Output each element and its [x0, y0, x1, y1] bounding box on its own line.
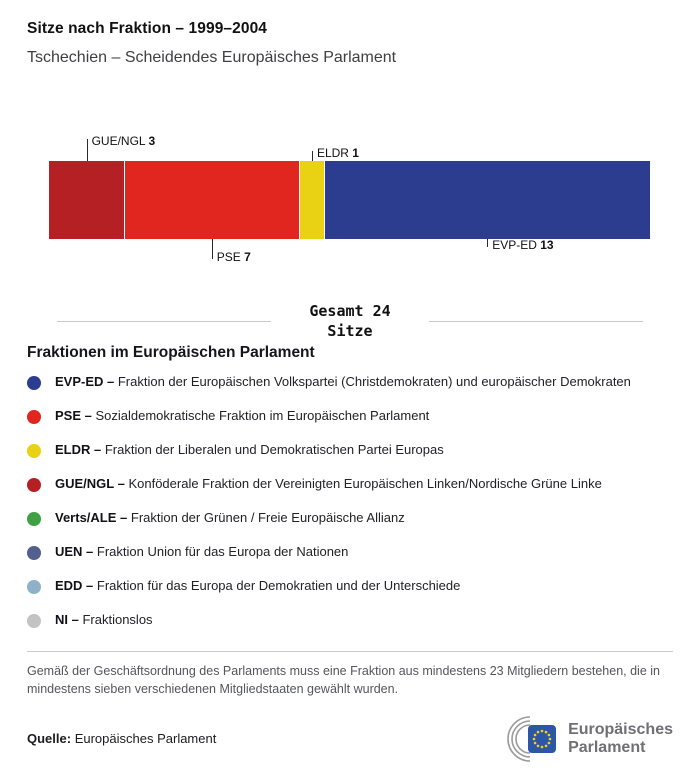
legend-item-abbr: EVP-ED – [55, 374, 118, 390]
legend-dot-edd [27, 580, 41, 594]
bar-segment-evp-ed [324, 161, 650, 239]
bar-callout-evp-ed [487, 238, 554, 252]
bar-label-value: 13 [540, 238, 554, 252]
legend-item-verts-ale [27, 502, 673, 536]
bar-label-value: 7 [244, 250, 251, 264]
legend-item-label [55, 578, 460, 594]
legend-dot-ni [27, 614, 41, 628]
bar-segment-pse [124, 161, 299, 239]
legend-item-abbr: Verts/ALE – [55, 510, 131, 526]
page-title: Sitze nach Fraktion – 1999–2004 [27, 20, 268, 37]
legend-dot-evp-ed [27, 376, 41, 390]
bar-label-value: 1 [352, 146, 359, 160]
legend-item-eldr [27, 434, 673, 468]
total-seats-row [57, 301, 643, 342]
legend-item-abbr: UEN – [55, 544, 97, 560]
legend-item-desc: Fraktionslos [82, 612, 153, 628]
bar-label-name: GUE/NGL [91, 134, 149, 148]
legend-item-gue-ngl [27, 468, 673, 502]
source-label: Quelle: [27, 731, 72, 747]
legend-item-label [55, 374, 631, 390]
legend-item-desc: Fraktion der Europäischen Volkspartei (Christdemokraten) und europäischer Demokraten [117, 374, 631, 390]
bar-label-name: PSE [216, 250, 245, 264]
logo-text-line2: Parlament [568, 738, 646, 756]
total-seats-line2: Sitze [327, 322, 373, 341]
legend-dot-uen [27, 546, 41, 560]
source-line [27, 731, 216, 746]
logo-text [568, 721, 673, 756]
legend-item-evp-ed [27, 366, 673, 400]
legend-item-ni [27, 604, 673, 638]
bar-label-name: ELDR [316, 146, 353, 160]
bottom-row [27, 715, 673, 763]
bar-label-eldr [317, 146, 359, 160]
legend-dot-pse [27, 410, 41, 424]
legend-item-abbr: ELDR – [55, 442, 105, 458]
legend-item-label [55, 476, 602, 492]
legend-dot-eldr [27, 444, 41, 458]
bar-label-value: 3 [148, 134, 156, 148]
bar-label-pse [217, 250, 251, 264]
legend-item-edd [27, 570, 673, 604]
legend-item-desc: Konföderale Fraktion der Vereinigten Europäischen Linken/Nordische Grüne Linke [128, 476, 602, 492]
bar-segment-gue-ngl [49, 161, 124, 239]
legend-item-pse [27, 400, 673, 434]
legend-heading: Fraktionen im Europäischen Parlament [27, 343, 315, 361]
legend-item-label [55, 612, 153, 628]
total-seats-line1: Gesamt 24 [309, 302, 391, 320]
logo-text-line1: Europäisches [568, 721, 673, 739]
legend-item-abbr: GUE/NGL – [55, 476, 129, 492]
legend-item-label [55, 544, 348, 560]
seat-chart [49, 134, 650, 264]
legend-item-label [55, 510, 405, 526]
eu-flag-icon [487, 715, 559, 763]
total-seats-label [271, 301, 428, 342]
legend-item-desc: Fraktion der Grünen / Freie Europäische Allianz [130, 510, 405, 526]
legend-dot-verts-ale [27, 512, 41, 526]
legend-item-abbr: NI – [55, 612, 83, 628]
bar-segment-eldr [299, 161, 324, 239]
ep-logo [487, 715, 673, 763]
legend-item-abbr: EDD – [55, 578, 97, 594]
source-text: Europäisches Parlament [74, 731, 217, 747]
legend-item-desc: Fraktion der Liberalen und Demokratischen Partei Europas [104, 442, 444, 458]
legend-item-desc: Fraktion Union für das Europa der Nationen [96, 544, 349, 560]
bar-label-gue-ngl [92, 134, 156, 148]
legend-item-uen [27, 536, 673, 570]
legend-list [27, 366, 673, 638]
page-subtitle: Tschechien – Scheidendes Europäisches Parlament [27, 49, 397, 66]
stacked-bar [49, 161, 650, 239]
total-rule-left [57, 321, 271, 322]
bar-callout-pse [212, 239, 251, 264]
bar-callout-eldr [312, 146, 359, 161]
legend-item-label [55, 442, 444, 458]
legend-item-label [55, 408, 429, 424]
legend-item-desc: Fraktion für das Europa der Demokratien und der Unterschiede [96, 578, 461, 594]
legend-item-abbr: PSE – [55, 408, 96, 424]
footnote: Gemäß der Geschäftsordnung des Parlaments muss eine Fraktion aus mindestens 23 Mitgliedern bestehen, die in mindestens sieben verschiedenen Mitgliedstaaten gewählt wurden. [27, 651, 673, 698]
bar-label-name: EVP-ED [492, 238, 541, 252]
bar-label-evp-ed [492, 238, 553, 252]
legend-item-desc: Sozialdemokratische Fraktion im Europäischen Parlament [95, 408, 430, 424]
total-rule-right [429, 321, 643, 322]
legend-dot-gue-ngl [27, 478, 41, 492]
bar-callout-gue-ngl [87, 134, 156, 161]
